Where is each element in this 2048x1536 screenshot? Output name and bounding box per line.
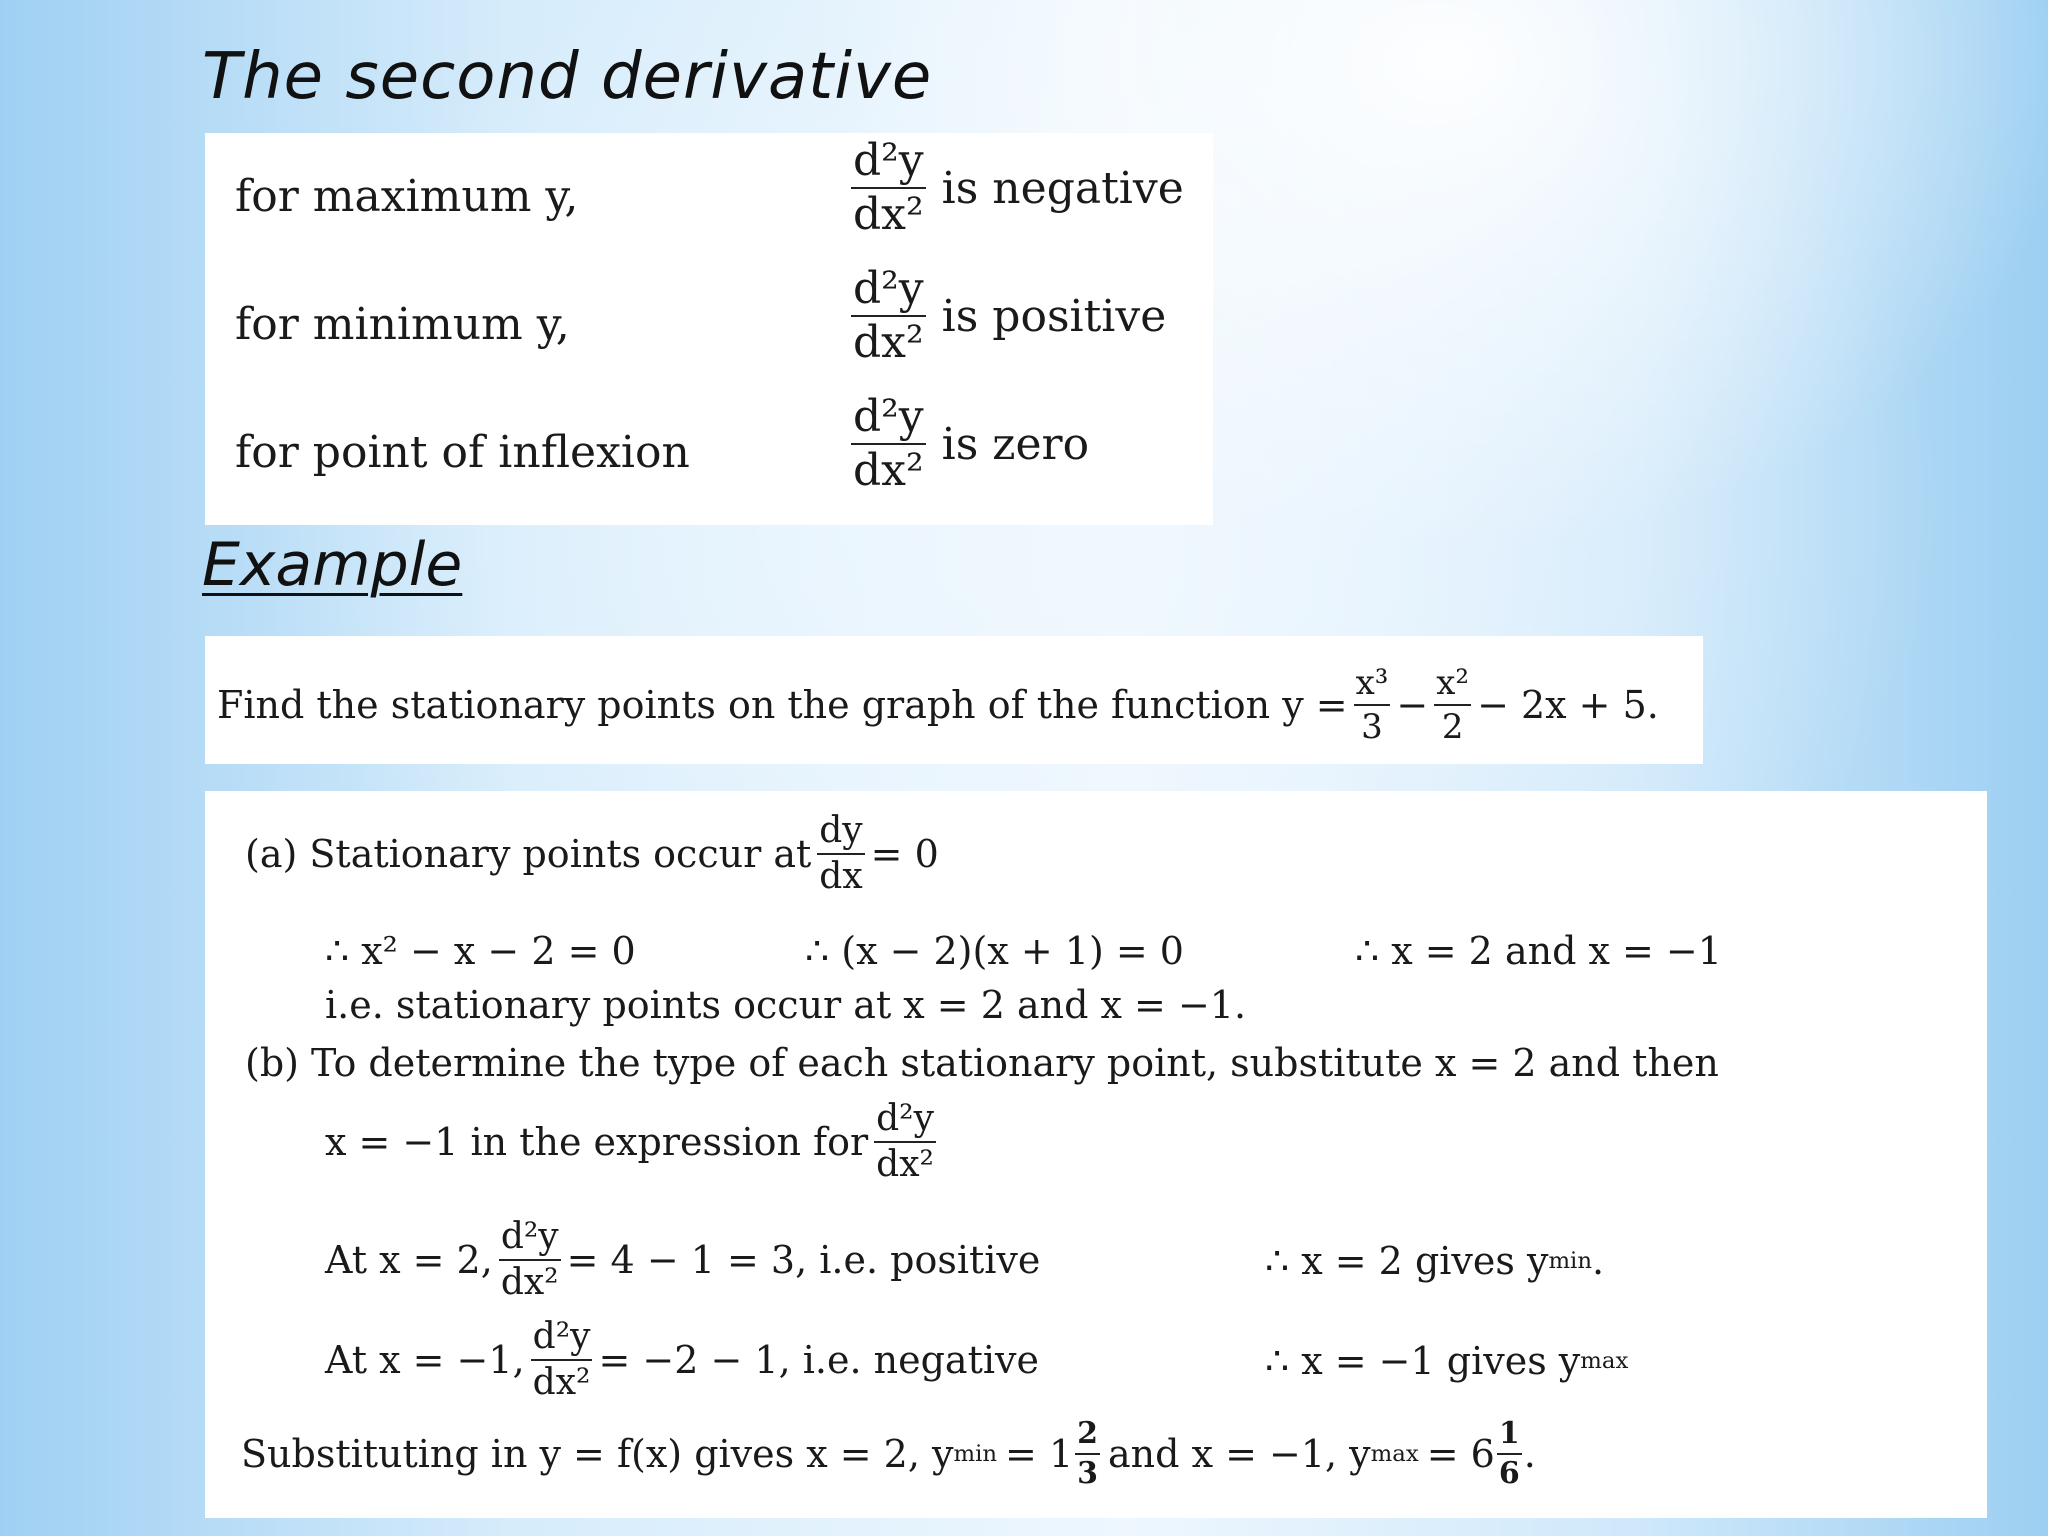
rule-min-criterion — [845, 263, 1167, 368]
second-derivative-fraction: $\frac{\text{d²y}}{\text{dx²}}$ — [853, 391, 924, 496]
rule-inflexion-criterion — [845, 391, 1090, 496]
at-x-2-result: = 4 − 1 = 3, i.e. positive — [566, 1238, 1041, 1282]
substitution-middle: and x = −1, y — [1108, 1432, 1371, 1476]
part-a-label: (a) Stationary points occur at — [245, 832, 812, 876]
rule-max-condition: for maximum y, — [235, 171, 579, 222]
second-derivative-fraction: $\frac{\text{d²y}}{\text{dx²}}$ — [532, 1316, 591, 1403]
second-derivative-fraction: $\frac{\text{d²y}}{\text{dx²}}$ — [876, 1098, 934, 1185]
part-b-text: x = −1 in the expression for — [325, 1120, 869, 1164]
question-text: Find the stationary points on the graph of the function y = — [217, 683, 1348, 727]
second-derivative-fraction: $\frac{\text{d²y}}{\text{dx²}}$ — [500, 1216, 559, 1303]
minus-sign: − — [1396, 683, 1429, 727]
slide-heading: The second derivative — [202, 40, 933, 114]
at-x-minus-1-result: = −2 − 1, i.e. negative — [598, 1338, 1039, 1382]
example-question — [205, 636, 1703, 764]
rule-min-result: is positive — [941, 290, 1167, 342]
substitution-text: Substituting in y = f(x) gives x = 2, y — [241, 1432, 954, 1476]
solution-panel — [205, 791, 1987, 1518]
second-derivative-fraction: $\frac{\text{d²y}}{\text{dx²}}$ — [853, 263, 924, 368]
ymax-value: = 6 — [1426, 1432, 1495, 1476]
example-heading: Example — [202, 530, 463, 600]
conclusion-text: ∴ x = −1 gives y — [1265, 1339, 1581, 1383]
part-b-line-2 — [325, 1098, 942, 1185]
equation-2: ∴ (x − 2)(x + 1) = 0 — [805, 929, 1184, 973]
rule-inflexion-condition: for point of inflexion — [235, 427, 690, 478]
rule-max-criterion — [845, 135, 1184, 240]
at-x-2-conclusion: ∴ x = 2 gives y min . — [1265, 1239, 1605, 1283]
rule-min-condition: for minimum y, — [235, 299, 570, 350]
stationary-summary: i.e. stationary points occur at x = 2 and x = −1. — [325, 983, 1247, 1027]
fraction-one-sixth: $\frac{1}{6}$ — [1498, 1416, 1520, 1491]
fraction-x-squared-over-2: $\frac{\text{x²}}{2}$ — [1436, 663, 1470, 747]
ymin-value: = 1 — [1005, 1432, 1074, 1476]
part-a-rest: = 0 — [870, 832, 939, 876]
conclusion-text: ∴ x = 2 gives y — [1265, 1239, 1549, 1283]
at-x-minus-1-conclusion: ∴ x = −1 gives y max — [1265, 1339, 1629, 1383]
fraction-x-cubed-over-3: $\frac{\text{x³}}{3}$ — [1355, 663, 1389, 747]
at-x-2-label: At x = 2, — [325, 1238, 493, 1282]
equation-1: ∴ x² − x − 2 = 0 — [325, 929, 636, 973]
fraction-two-thirds: $\frac{2}{3}$ — [1077, 1416, 1099, 1491]
period: . — [1592, 1239, 1605, 1283]
rule-max-result: is negative — [941, 162, 1184, 214]
part-a-line — [245, 810, 939, 897]
at-x-2-line — [325, 1216, 1041, 1303]
question-line — [217, 663, 1659, 747]
second-derivative-rules-table — [205, 133, 1213, 525]
part-b-line-1: (b) To determine the type of each stationary point, substitute x = 2 and then — [245, 1041, 1719, 1085]
at-x-minus-1-label: At x = −1, — [325, 1338, 525, 1382]
question-rest: − 2x + 5. — [1477, 683, 1659, 727]
at-x-minus-1-line — [325, 1316, 1039, 1403]
dy-dx-fraction: $\frac{dy}{dx}$ — [819, 810, 863, 897]
equation-3: ∴ x = 2 and x = −1 — [1355, 929, 1722, 973]
substitution-line: Substituting in y = f(x) gives x = 2, y min = 1 $\frac{2}{3}$ and x = −1, y max = 6 $\frac{1}{6}$ . — [241, 1416, 1536, 1491]
rule-inflexion-result: is zero — [941, 418, 1090, 470]
period: . — [1523, 1432, 1536, 1476]
second-derivative-fraction: $\frac{\text{d²y}}{\text{dx²}}$ — [853, 135, 924, 240]
